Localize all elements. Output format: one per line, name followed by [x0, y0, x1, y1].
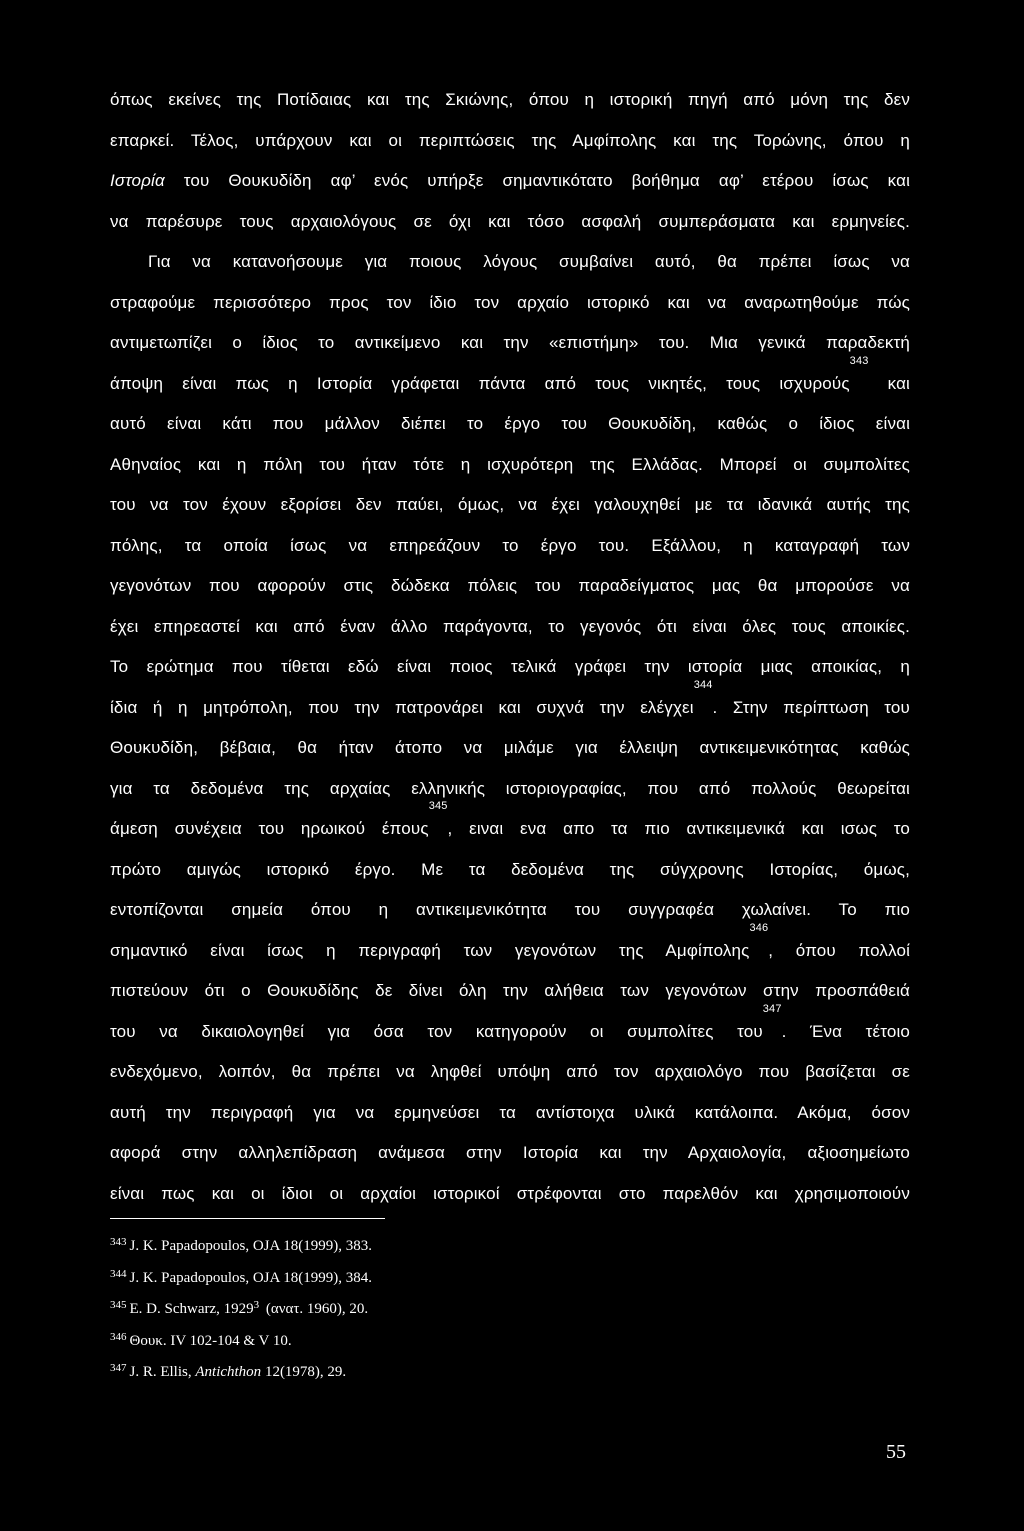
- body-line-text: του να δικαιολογηθεί για όσα τον κατηγορούν οι συμπολίτες του: [110, 1021, 763, 1041]
- body-line: όπως εκείνες της Ποτίδαιας και της Σκιώνης, όπου η ιστορική πηγή από μόνη της δεν: [110, 90, 910, 109]
- footnote: [110, 1231, 610, 1263]
- footnote-number: 346: [110, 1330, 127, 1343]
- footnote-number: 347: [110, 1362, 127, 1374]
- body-line-text: σημαντικό είναι ίσως η περιγραφή των γεγονότων της Αμφίπολης: [110, 940, 750, 960]
- footnote-ref[interactable]: 343: [849, 354, 869, 367]
- footnote: [110, 1326, 610, 1358]
- footnote-number: 345: [110, 1299, 127, 1311]
- body-line: [110, 161, 910, 202]
- body-line: Θουκυδίδη, βέβαια, θα ήταν άτοπο να μιλάμε για έλλειψη αντικειμενικότητας καθώς: [110, 738, 910, 757]
- body-line: πρώτο αμιγώς ιστορικό έργο. Με τα δεδομένα της σύγχρονης Ιστορίας, όμως,: [110, 859, 910, 879]
- body-line-text: άμεση συνέχεια του ηρωικού έπους: [110, 819, 429, 838]
- footnote-text: 12(1978), 29.: [261, 1364, 347, 1380]
- body-line-text: , ειναι ενα απο τα πιο αντικειμενικά και ισως το: [447, 819, 910, 838]
- footnote-separator: [110, 1218, 385, 1219]
- body-line: επαρκεί. Τέλος, υπάρχουν και οι περιπτώσεις της Αμφίπολης και της Τορώνης, όπου η: [110, 130, 910, 150]
- body-line: έχει επηρεαστεί και από έναν άλλο παράγοντα, το γεγονός ότι είναι όλες τους αποικίες.: [110, 616, 910, 636]
- edition-superscript: 3: [253, 1299, 260, 1311]
- body-line: αφορά στην αλληλεπίδραση ανάμεσα στην Ιστορία και την Αρχαιολογία, αξιοσημείωτο: [110, 1143, 910, 1162]
- page-number: 55: [886, 1441, 906, 1463]
- footnote-text: J. R. Ellis,: [129, 1364, 196, 1380]
- body-line-text: του Θουκυδίδη αφ’ ενός υπήρξε σημαντικότατο βοήθημα αφ’ ετέρου ίσως και: [164, 171, 910, 190]
- body-text: [110, 80, 910, 1214]
- footnote-text: E. D. Schwarz, 1929: [129, 1301, 254, 1317]
- body-line-text: ίδια ή η μητρόπολη, που την πατρονάρει και συχνά την ελέγχει: [110, 697, 694, 717]
- italic-title: Ιστορία: [110, 171, 165, 190]
- body-line: ενδεχόμενο, λοιπόν, θα πρέπει να ληφθεί υπόψη από τον αρχαιολόγο που βασίζεται σε: [110, 1062, 910, 1081]
- body-line: εντοπίζονται σημεία όπου η αντικειμενικότητα του συγγραφέα χωλαίνει. Το πιο: [110, 900, 910, 919]
- footnote: [110, 1263, 610, 1295]
- body-line: πιστεύουν ότι ο Θουκυδίδης δε δίνει όλη την αλήθεια των γεγονότων στην προσπάθειά: [110, 981, 910, 1000]
- body-line: [110, 354, 910, 405]
- body-line: γεγονότων που αφορούν στις δώδεκα πόλεις του παραδείγματος μας θα μπορούσε να: [110, 576, 910, 595]
- footnotes-list: [110, 1231, 610, 1389]
- footnote-text: J. K. Papadopoulos, OJA 18(1999), 384.: [129, 1269, 372, 1286]
- footnote: [110, 1294, 610, 1326]
- body-line: αυτό είναι κάτι που μάλλον διέπει το έργο του Θουκυδίδη, καθώς ο ίδιος είναι: [110, 414, 910, 433]
- body-line-text: και: [868, 373, 910, 393]
- body-line-text: . Ένα τέτοιο: [781, 1021, 910, 1041]
- body-line: [110, 800, 910, 850]
- footnote-number: 343: [110, 1236, 127, 1248]
- body-line: [110, 678, 910, 729]
- body-line-text: . Στην περίπτωση του: [712, 697, 910, 717]
- footnote-ref[interactable]: 344: [693, 678, 713, 691]
- body-line-text: , όπου πολλοί: [768, 940, 910, 960]
- footnote-ref[interactable]: 347: [762, 1002, 782, 1015]
- journal-title: Antichthon: [195, 1364, 262, 1380]
- footnote-text: (ανατ. 1960), 20.: [262, 1301, 369, 1317]
- body-line: [110, 1002, 910, 1053]
- footnote-text: J. K. Papadopoulos, OJA 18(1999), 383.: [129, 1238, 372, 1254]
- body-line: Το ερώτημα που τίθεται εδώ είναι ποιος τελικά γράφει την ιστορία μιας αποικίας, η: [110, 657, 910, 676]
- footnote: [110, 1357, 610, 1389]
- body-line: πόλης, τα οποία ίσως να επηρεάζουν το έργο του. Εξάλλου, η καταγραφή των: [110, 535, 910, 555]
- body-line: Αθηναίος και η πόλη του ήταν τότε η ισχυρότερη της Ελλάδας. Μπορεί οι συμπολίτες: [110, 454, 910, 474]
- body-line: στραφούμε περισσότερο προς τον ίδιο τον αρχαίο ιστορικό και να αναρωτηθούμε πώς: [110, 292, 910, 312]
- footnote-ref[interactable]: 345: [428, 800, 448, 812]
- body-line: είναι πως και οι ίδιοι οι αρχαίοι ιστορικοί στρέφονται στο παρελθόν και χρησιμοποιούν: [110, 1183, 910, 1203]
- body-line: να παρέσυρε τους αρχαιολόγους σε όχι και τόσο ασφαλή συμπεράσματα και ερμηνείες.: [110, 211, 910, 231]
- footnote-number: 344: [110, 1267, 127, 1280]
- body-line: για τα δεδομένα της αρχαίας ελληνικής ιστοριογραφίας, που από πολλούς θεωρείται: [110, 778, 910, 798]
- paragraph-start-line: Για να κατανοήσουμε για ποιους λόγους συμβαίνει αυτό, θα πρέπει ίσως να: [148, 252, 910, 271]
- footnote-text: Θουκ. IV 102-104 & V 10.: [129, 1332, 292, 1349]
- body-line: αυτή την περιγραφή για να ερμηνεύσει τα αντίστοιχα υλικά κατάλοιπα. Ακόμα, όσον: [110, 1102, 910, 1122]
- body-line-text: άποψη είναι πως η Ιστορία γράφεται πάντα από τους νικητές, τους ισχυρούς: [110, 373, 850, 393]
- footnote-ref[interactable]: 346: [749, 921, 769, 934]
- body-line: αντιμετωπίζει ο ίδιος το αντικείμενο και την «επιστήμη» του. Μια γενικά παραδεκτή: [110, 333, 910, 352]
- body-line: [110, 921, 910, 972]
- body-line: του να τον έχουν εξορίσει δεν παύει, όμως, να έχει γαλουχηθεί με τα ιδανικά αυτής της: [110, 495, 910, 514]
